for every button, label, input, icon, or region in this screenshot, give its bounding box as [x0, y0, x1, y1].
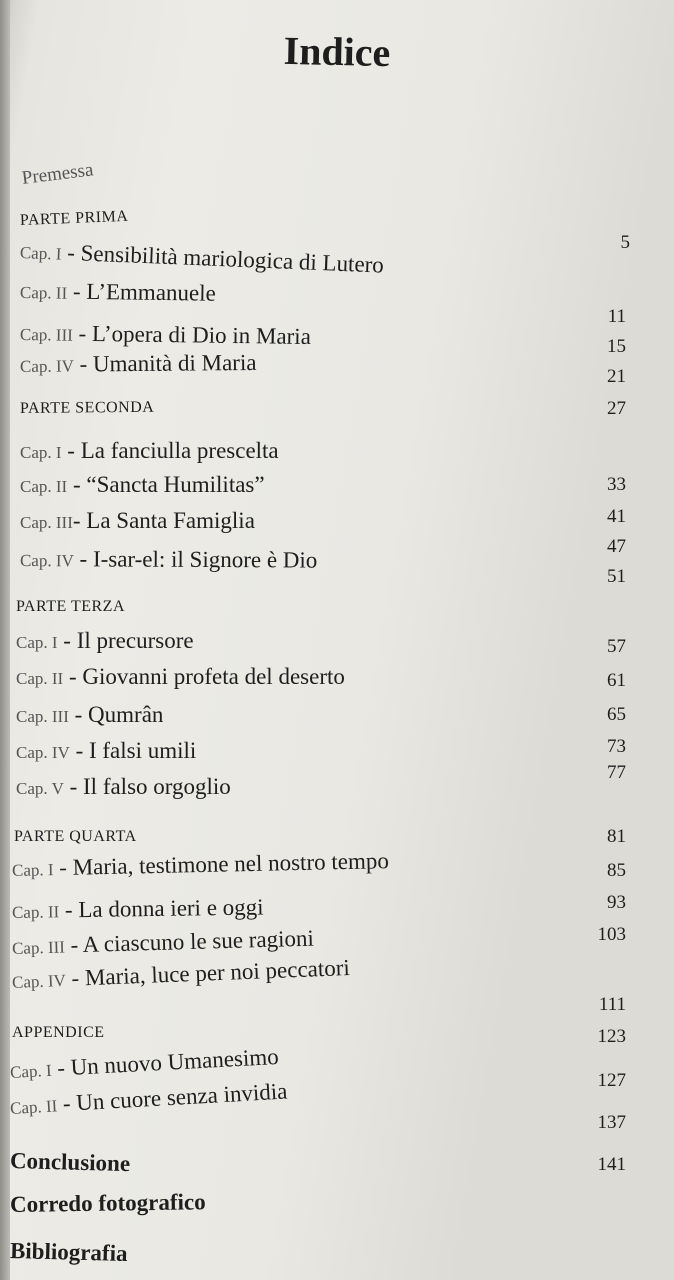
- chapter-entry: Cap. I - Il precursore: [16, 628, 194, 653]
- page-number: 111: [598, 994, 626, 1015]
- page-number: 15: [607, 336, 626, 357]
- page-number: 65: [607, 704, 626, 725]
- page-number: 41: [607, 506, 626, 527]
- entry-conclusione: Conclusione: [9, 1148, 131, 1177]
- chapter-entry: Cap. IV - Maria, luce per noi peccatori: [11, 955, 351, 992]
- page-number: 93: [607, 892, 626, 913]
- chapter-entry: Cap. IV - I-sar-el: il Signore è Dio: [19, 546, 318, 573]
- page-number: 123: [597, 1026, 626, 1047]
- page-title: Indice: [283, 27, 391, 76]
- page-number: 137: [597, 1112, 626, 1133]
- book-spine-shadow: [0, 0, 10, 1280]
- chapter-entry: Cap. I - Un nuovo Umanesimo: [9, 1043, 280, 1082]
- page-number: 27: [607, 398, 626, 419]
- chapter-entry: Cap. III - Qumrân: [16, 702, 164, 727]
- chapter-entry: Cap. I - La fanciulla prescelta: [20, 438, 279, 463]
- chapter-entry: Cap. IV - I falsi umili: [16, 738, 197, 763]
- page-number: 61: [607, 670, 626, 691]
- entry-premessa: Premessa: [20, 159, 95, 189]
- page-number: 57: [607, 636, 626, 657]
- page-number: 47: [607, 536, 626, 557]
- page-number: 73: [607, 736, 626, 757]
- page-number: 81: [607, 826, 626, 847]
- chapter-entry: Cap. II - “Sancta Humilitas”: [20, 472, 265, 497]
- section-heading-parte-terza: PARTE TERZA: [16, 598, 125, 615]
- page-number: 51: [607, 566, 626, 587]
- chapter-entry: Cap. III - A ciascuno le sue ragioni: [11, 925, 315, 958]
- section-heading-parte-prima: PARTE PRIMA: [19, 207, 129, 229]
- chapter-entry: Cap. I - Sensibilità mariologica di Lutero: [19, 239, 385, 278]
- page-number: 85: [607, 860, 626, 881]
- chapter-entry: Cap. II - La donna ieri e oggi: [11, 894, 264, 923]
- chapter-entry: Cap. II - L’Emmanuele: [19, 278, 216, 306]
- chapter-entry: Cap. I - Maria, testimone nel nostro tempo: [11, 848, 390, 881]
- page-number: 77: [607, 762, 626, 783]
- entry-corredo-fotografico: Corredo fotografico: [9, 1189, 206, 1217]
- page-number: 11: [607, 306, 626, 327]
- chapter-entry: Cap. III - L’opera di Dio in Maria: [19, 320, 312, 350]
- chapter-entry: Cap. V - Il falso orgoglio: [16, 774, 231, 799]
- page-number: 5: [620, 232, 630, 253]
- chapter-entry: Cap. II - Giovanni profeta del deserto: [16, 664, 345, 689]
- page-number: 127: [597, 1070, 626, 1091]
- chapter-entry: Cap. III- La Santa Famiglia: [20, 508, 255, 533]
- section-heading-parte-quarta: PARTE QUARTA: [14, 828, 137, 845]
- page-number: 141: [597, 1154, 626, 1175]
- chapter-entry: Cap. IV - Umanità di Maria: [19, 349, 257, 377]
- page-number: 21: [607, 366, 626, 387]
- page-number: 33: [607, 474, 626, 495]
- section-heading-parte-seconda: PARTE SECONDA: [19, 398, 155, 417]
- page-number: 103: [597, 924, 626, 945]
- section-heading-appendice: APPENDICE: [12, 1024, 105, 1041]
- entry-bibliografia: Bibliografia: [9, 1238, 128, 1267]
- chapter-entry: Cap. II - Un cuore senza invidia: [9, 1078, 289, 1118]
